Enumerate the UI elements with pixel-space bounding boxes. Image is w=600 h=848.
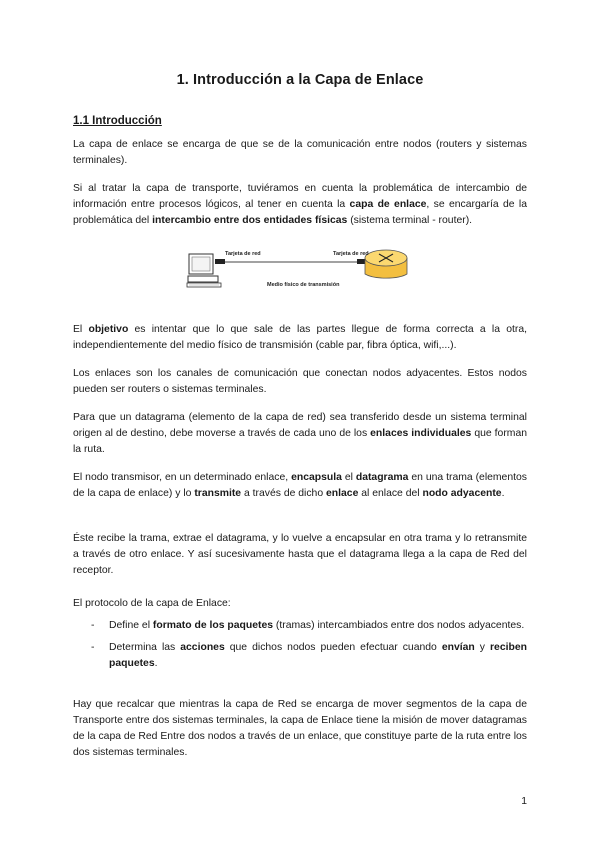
network-card-right-icon bbox=[357, 259, 365, 264]
list-bullet: - bbox=[91, 620, 95, 631]
paragraph-transmitter: El nodo transmisor, en un determinado enlace, encapsula el datagrama en una trama (elementos de la capa de enlace) y lo transmite a través de dicho enlace al enlace del nodo adyacente. bbox=[73, 472, 527, 499]
list-item bbox=[73, 640, 527, 672]
network-diagram bbox=[185, 244, 411, 300]
paragraph-transport: Si al tratar la capa de transporte, tuviéramos en cuenta la problemática de intercambio de información entre procesos lógicos, al tener en cuenta la capa de enlace, se encargaría de la problemática del intercambio entre dos entidades físicas (sistema terminal - router). bbox=[73, 183, 527, 226]
page-number: 1 bbox=[521, 796, 527, 807]
label-network-card-right: Tarjeta de red bbox=[333, 251, 369, 257]
paragraph-intro: La capa de enlace se encarga de que se de la comunicación entre nodos (routers y sistemas terminales). bbox=[73, 139, 527, 166]
section-heading: 1.1 Introducción bbox=[73, 115, 162, 127]
page-title: 1. Introducción a la Capa de Enlace bbox=[176, 72, 424, 88]
label-transmission-medium: Medio físico de transmisión bbox=[267, 282, 340, 288]
label-network-card-left: Tarjeta de red bbox=[225, 251, 261, 257]
list-item-text: Determina las acciones que dichos nodos pueden efectuar cuando envían y reciben paquetes. bbox=[109, 642, 527, 669]
protocol-list bbox=[73, 618, 527, 678]
paragraph-links: Los enlaces son los canales de comunicación que conectan nodos adyacentes. Estos nodos pueden ser routers o sistemas terminales. bbox=[73, 368, 527, 395]
paragraph-conclusion: Hay que recalcar que mientras la capa de Red se encarga de mover segmentos de la capa de Transporte entre dos sistemas terminales, la capa de Enlace tiene la misión de mover datagramas de la capa de Red Entre dos nodos a través de un enlace, que constituye parte de la ruta entre los dos sistemas terminales. bbox=[73, 699, 527, 758]
list-bullet: - bbox=[91, 642, 95, 653]
router-icon bbox=[365, 250, 407, 278]
list-item-text: Define el formato de los paquetes (tramas) intercambiados entre dos nodos adyacentes. bbox=[109, 620, 525, 631]
computer-icon bbox=[187, 254, 221, 287]
paragraph-receiver: Éste recibe la trama, extrae el datagrama, y lo vuelve a encapsular en otra trama y lo retransmite a través de otro enlace. Y así sucesivamente hasta que el datagrama llega a la capa de Red del receptor. bbox=[73, 533, 527, 576]
paragraph-objective: El objetivo es intentar que lo que sale de las partes llegue de forma correcta a la otra, independientemente del medio físico de transmisión (cable par, fibra óptica, wifi,...). bbox=[73, 324, 527, 351]
paragraph-protocol: El protocolo de la capa de Enlace: bbox=[73, 598, 231, 609]
list-item bbox=[73, 618, 527, 634]
network-card-left-icon bbox=[215, 259, 225, 264]
paragraph-datagram: Para que un datagrama (elemento de la capa de red) sea transferido desde un sistema terminal origen al de destino, debe moverse a través de cada uno de los enlaces individuales que forman la ruta. bbox=[73, 412, 528, 455]
